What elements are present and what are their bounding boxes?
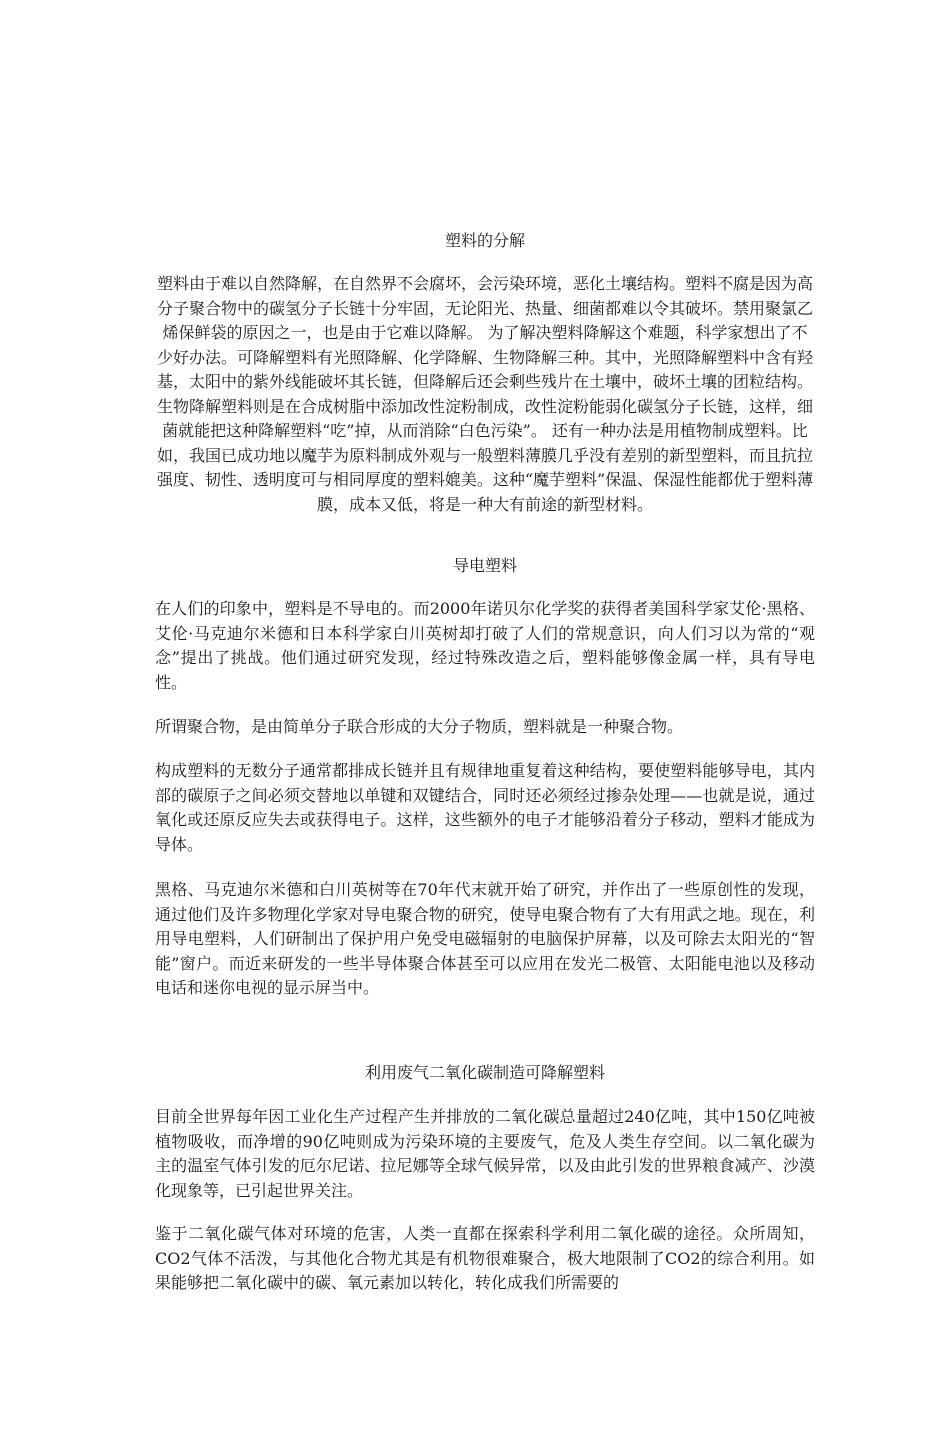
paragraph-co2-1: 目前全世界每年因工业化生产过程产生并排放的二氧化碳总量超过240亿吨，其中150亿吨被植物吸收，而净增的90亿吨则成为污染环境的主要废气，危及人类生存空间。以二氧化碳为主的温室气体引发的厄尔尼诺、拉尼娜等全球气候异常，以及由此引发的世界粮食减产、沙漠化现象等，已引起世界关注。 [155,1107,815,1200]
paragraph-plastic-decomposition: 塑料由于难以自然降解，在自然界不会腐坏，会污染环境，恶化土壤结构。塑料不腐是因为高分子聚合物中的碳氢分子长链十分牢固，无论阳光、热量、细菌都难以令其破坏。禁用聚氯乙烯保鲜袋的原因之一，也是由于它难以降解。 为了解决塑料降解这个难题，科学家想出了不少好办法。可降解塑料有光照降解、化学降解、生物降解三种。其中，光照降解塑料中含有羟基，太阳中的紫外线能破坏其长链，但降解后还会剩些残片在土壤中，破坏土壤的团粒结构。生物降解塑料则是在合成树脂中添加改性淀粉制成，改性淀粉能弱化碳氢分子长链，这样，细菌就能把这种降解塑料“吃”掉，从而消除“白色污染”。 还有一种办法是用植物制成塑料。比如，我国已成功地以魔芋为原料制成外观与一般塑料薄膜几乎没有差别的新型塑料，而且抗拉强度、韧性、透明度可与相同厚度的塑料媲美。这种“魔芋塑料”保温、保湿性能都优于塑料薄膜，成本又低，将是一种大有前途的新型材料。 [156,274,814,514]
section-title-co2-plastic: 利用废气二氧化碳制造可降解塑料 [364,1063,605,1082]
section-title-conductive-plastic: 导电塑料 [452,556,517,575]
section-title-plastic-decomposition: 塑料的分解 [444,231,525,250]
paragraph-co2-2: 鉴于二氧化碳气体对环境的危害，人类一直都在探索科学利用二氧化碳的途径。众所周知，CO2气体不活泼，与其他化合物尤其是有机物很难聚合，极大地限制了CO2的综合利用。如果能够把二氧化碳中的碳、氧元素加以转化，转化成我们所需要的 [155,1224,815,1292]
paragraph-conductive-1: 在人们的印象中，塑料是不导电的。而2000年诺贝尔化学奖的获得者美国科学家艾伦·黑格、艾伦·马克迪尔米德和日本科学家白川英树却打破了人们的常规意识，向人们习以为常的“观念”提出了挑战。他们通过研究发现，经过特殊改造之后，塑料能够像金属一样，具有导电性。 [155,599,815,692]
paragraph-conductive-4: 黑格、马克迪尔米德和白川英树等在70年代末就开始了研究，并作出了一些原创性的发现，通过他们及许多物理化学家对导电聚合物的研究，使导电聚合物有了大有用武之地。现在，利用导电塑料，人们研制出了保护用户免受电磁辐射的电脑保护屏幕，以及可除去太阳光的“智能”窗户。而近来研发的一些半导体聚合体甚至可以应用在发光二极管、太阳能电池以及移动电话和迷你电视的显示屏当中。 [155,880,815,997]
paragraph-conductive-2: 所谓聚合物，是由简单分子联合形成的大分子物质，塑料就是一种聚合物。 [155,717,684,736]
paragraph-conductive-3: 构成塑料的无数分子通常都排成长链并且有规律地重复着这种结构，要使塑料能够导电，其内部的碳原子之间必须交替地以单键和双键结合，同时还必须经过掺杂处理——也就是说，通过氧化或还原反应失去或获得电子。这样，这些额外的电子才能够沿着分子移动，塑料才能成为导体。 [155,761,815,854]
